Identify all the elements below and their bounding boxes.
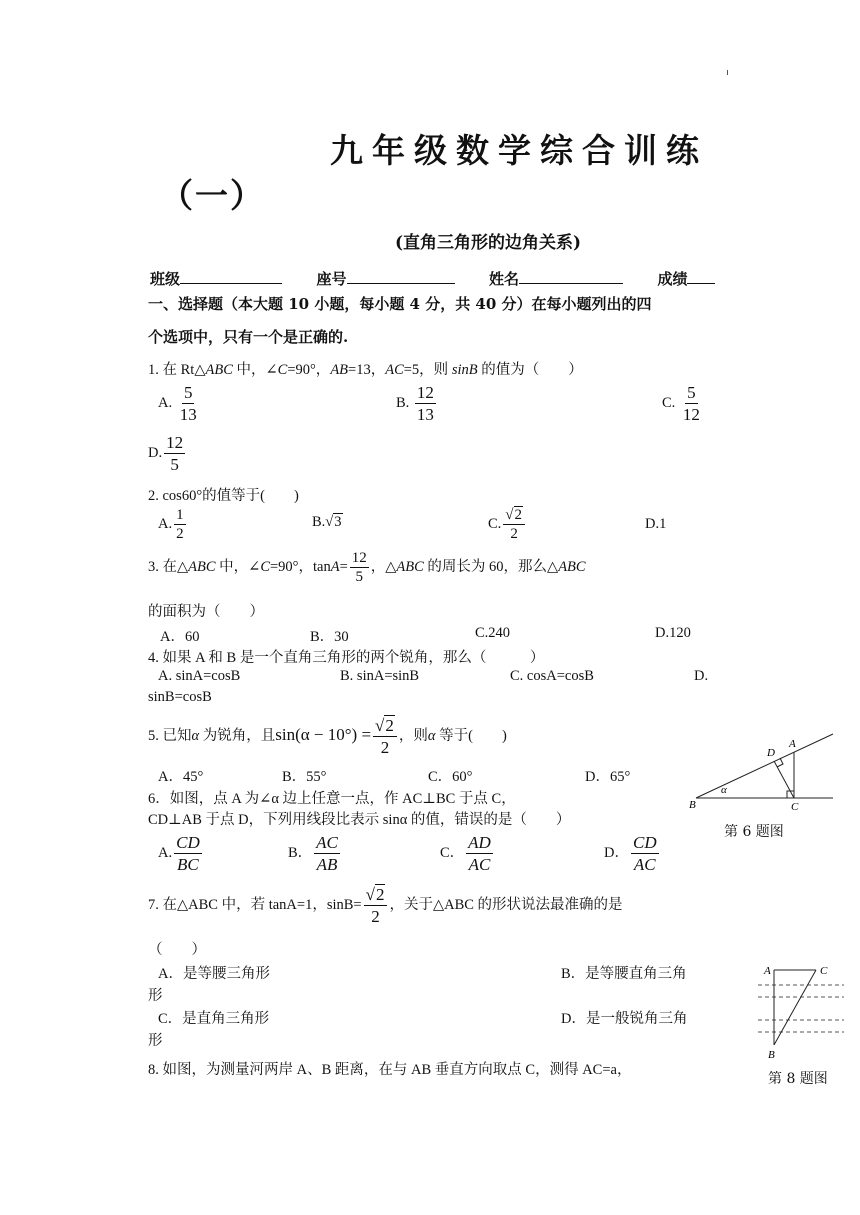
q6-figure-caption: 第 6 题图 [724, 824, 784, 840]
q1-text: =5，则 [403, 362, 452, 378]
option-label: A. [158, 845, 173, 862]
q4-option-c[interactable]: C. cosA=cosB [510, 668, 594, 684]
label-a: A [789, 738, 796, 750]
numerator: AD [466, 832, 493, 854]
q7-option-a[interactable]: A．是等腰三角形 [158, 966, 270, 982]
q4-option-d-text: sinB=cosB [148, 689, 212, 705]
denominator: 2 [380, 738, 390, 758]
sqrt-symbol: √2 [365, 885, 385, 904]
q1-ab: AB [330, 362, 349, 378]
q1-option-c[interactable] [662, 382, 704, 426]
q7-text: ，关于△ABC 的形状说法最准确的是 [389, 897, 623, 914]
label-c: C [791, 801, 799, 813]
numerator: CD [631, 832, 659, 854]
name-label: 姓名 [488, 270, 519, 288]
q6-option-c[interactable] [440, 832, 495, 876]
class-label: 班级 [150, 270, 181, 288]
score-label: 成绩 [657, 270, 688, 288]
class-blank[interactable] [180, 269, 282, 284]
radicand: 2 [375, 885, 385, 904]
numerator: 12 [164, 432, 185, 454]
q6-option-d[interactable] [604, 832, 661, 876]
sqrt-symbol: √3 [325, 514, 342, 530]
q6-option-b[interactable] [288, 832, 342, 876]
option-label: B. [396, 395, 410, 412]
q1-option-d[interactable] [148, 432, 187, 476]
q2-option-b[interactable] [312, 514, 343, 531]
denominator: 2 [371, 907, 380, 927]
radicand: 2 [385, 716, 394, 735]
question-6-line2: CD⊥AB 于点 D，下列用线段比表示 sinα 的值，错误的是（ ） [148, 812, 571, 828]
ray-ba [696, 734, 833, 798]
q1-text: 中，∠ [232, 362, 278, 378]
label-a: A [764, 965, 771, 977]
numerator: 12 [415, 382, 436, 404]
radicand: 2 [514, 507, 523, 523]
option-label: D. [148, 445, 163, 462]
q5-text: 为锐角，且 [199, 728, 276, 745]
q3-abc: ABC [188, 558, 216, 575]
q6-option-a[interactable] [158, 832, 204, 876]
q1-option-a[interactable] [158, 382, 201, 426]
q7-option-d-wrap: 形 [148, 1033, 163, 1049]
seat-blank[interactable] [347, 269, 455, 284]
q3-option-d[interactable]: D.120 [655, 625, 691, 641]
q1-text: =90°， [287, 362, 331, 378]
q3-line2: 的面积为（ ） [148, 604, 264, 620]
q8-figure [758, 960, 848, 1065]
segment-bc [774, 970, 816, 1045]
page-subtitle: (直角三角形的边角关系) [395, 233, 582, 253]
option-label: A. [158, 395, 173, 412]
q4-option-d[interactable]: D. [694, 668, 709, 684]
q7-option-c[interactable]: C．是直角三角形 [158, 1011, 270, 1027]
label-b: B [768, 1049, 775, 1061]
q7-paren: （ ） [148, 942, 206, 958]
q5-option-d[interactable]: D．65° [585, 769, 631, 785]
page-title: 九年级数学综合训练 [330, 131, 708, 170]
denominator: 2 [176, 526, 184, 542]
option-label: A. [158, 515, 173, 532]
option-label: B. [312, 514, 326, 530]
denominator: BC [177, 855, 199, 875]
q5-option-b[interactable]: B．55° [282, 769, 327, 785]
q3-text: 的周长为 60，那么△ [423, 558, 559, 575]
section-heading-line2: 个选项中，只有一个是正确的. [148, 328, 349, 346]
q3-text: 3. 在△ [148, 558, 189, 575]
name-blank[interactable] [519, 269, 623, 284]
q3-text: = [339, 558, 348, 575]
q3-option-a[interactable]: A．60 [160, 629, 200, 645]
q3-text: ，△ [370, 558, 397, 575]
label-b: B [689, 799, 696, 811]
q1-text: 1. 在 Rt△ [148, 362, 206, 378]
q4-option-a[interactable]: A. sinA=cosB [158, 668, 241, 684]
q1-text: =13， [348, 362, 386, 378]
sqrt-symbol: √2 [505, 507, 523, 523]
page-title-suffix: （一） [160, 176, 265, 215]
option-label: C. [662, 395, 676, 412]
q3-option-b[interactable]: B．30 [310, 629, 349, 645]
sqrt-symbol: √2 [375, 716, 394, 735]
q3-abc: ABC [558, 558, 586, 575]
q2-option-a[interactable] [158, 506, 188, 543]
denominator: 13 [179, 405, 197, 425]
question-3 [148, 549, 586, 586]
option-label: C． [440, 845, 465, 862]
q5-alpha: α [427, 728, 436, 745]
numerator: AC [314, 832, 340, 854]
question-7 [148, 884, 623, 928]
q5-option-a[interactable]: A．45° [158, 769, 204, 785]
q1-sinb: sinB [451, 362, 478, 378]
q3-abc: ABC [396, 558, 424, 575]
denominator: 5 [170, 455, 179, 475]
numerator: 1 [176, 507, 184, 523]
q2-option-c[interactable] [488, 506, 527, 543]
q3-text: =90°，tan [270, 558, 331, 575]
option-label: C. [488, 515, 502, 532]
denominator: 5 [355, 569, 363, 585]
numerator: 5 [685, 382, 698, 404]
q5-alpha: α [191, 728, 200, 745]
denominator: AC [633, 855, 656, 875]
q5-expr: sin(α − 10°) = [275, 725, 372, 745]
question-6-line1: 6．如图，点 A 为∠α 边上任意一点，作 AC⊥BC 于点 C， [148, 791, 516, 807]
q6-figure [688, 726, 838, 816]
q3-option-c[interactable]: C.240 [475, 625, 511, 641]
numerator: CD [174, 832, 202, 854]
q3-c: C [260, 558, 270, 575]
q5-option-c[interactable]: C．60° [428, 769, 473, 785]
seat-label: 座号 [316, 270, 347, 288]
q8-figure-caption: 第 8 题图 [768, 1071, 828, 1087]
option-label: D． [604, 845, 629, 862]
numerator: 5 [182, 382, 195, 404]
question-1 [148, 358, 583, 379]
question-2: 2. cos60°的值等于( ) [148, 488, 299, 504]
section-heading-line1: 一、选择题（本大题 10 小题，每小题 4 分，共 40 分）在每小题列出的四 [148, 295, 652, 313]
q1-abc: ABC [205, 362, 233, 378]
question-5 [148, 715, 507, 759]
q7-option-b-wrap: 形 [148, 988, 163, 1004]
question-4: 4. 如果 A 和 B 是一个直角三角形的两个锐角，那么（ ） [148, 650, 545, 666]
q7-option-b[interactable]: B．是等腰直角三角 [561, 966, 687, 982]
q3-a: A [330, 558, 340, 575]
denominator: AB [316, 855, 338, 875]
question-8: 8. 如图，为测量河两岸 A、B 距离，在与 AB 垂直方向取点 C，测得 AC=a， [148, 1062, 632, 1078]
denominator: AC [468, 855, 491, 875]
q1-text: 的值为（ ） [477, 362, 583, 378]
denominator: 13 [416, 405, 434, 425]
q4-option-b[interactable]: B. sinA=sinB [340, 668, 420, 684]
q7-option-d[interactable]: D．是一般锐角三角 [561, 1011, 688, 1027]
option-label: B． [288, 845, 313, 862]
q5-text: 5. 已知 [148, 728, 192, 745]
q3-text: 中，∠ [215, 558, 261, 575]
q5-text: 等于( ) [435, 728, 507, 745]
score-blank[interactable] [687, 269, 715, 284]
info-fields [150, 268, 715, 289]
label-alpha: α [721, 784, 727, 796]
q5-text: ，则 [398, 728, 428, 745]
q1-ac: AC [385, 362, 404, 378]
denominator: 2 [510, 526, 518, 542]
q1-option-b[interactable] [396, 382, 438, 426]
q7-text: 7. 在△ABC 中，若 tanA=1，sinB= [148, 897, 362, 914]
numerator: 12 [351, 550, 367, 566]
q1-c: C [277, 362, 288, 378]
q2-option-d[interactable]: D.1 [645, 516, 667, 532]
page-tick-mark [727, 70, 728, 75]
denominator: 12 [682, 405, 700, 425]
label-c: C [820, 965, 828, 977]
label-d: D [767, 747, 775, 759]
radicand: 3 [334, 514, 342, 530]
